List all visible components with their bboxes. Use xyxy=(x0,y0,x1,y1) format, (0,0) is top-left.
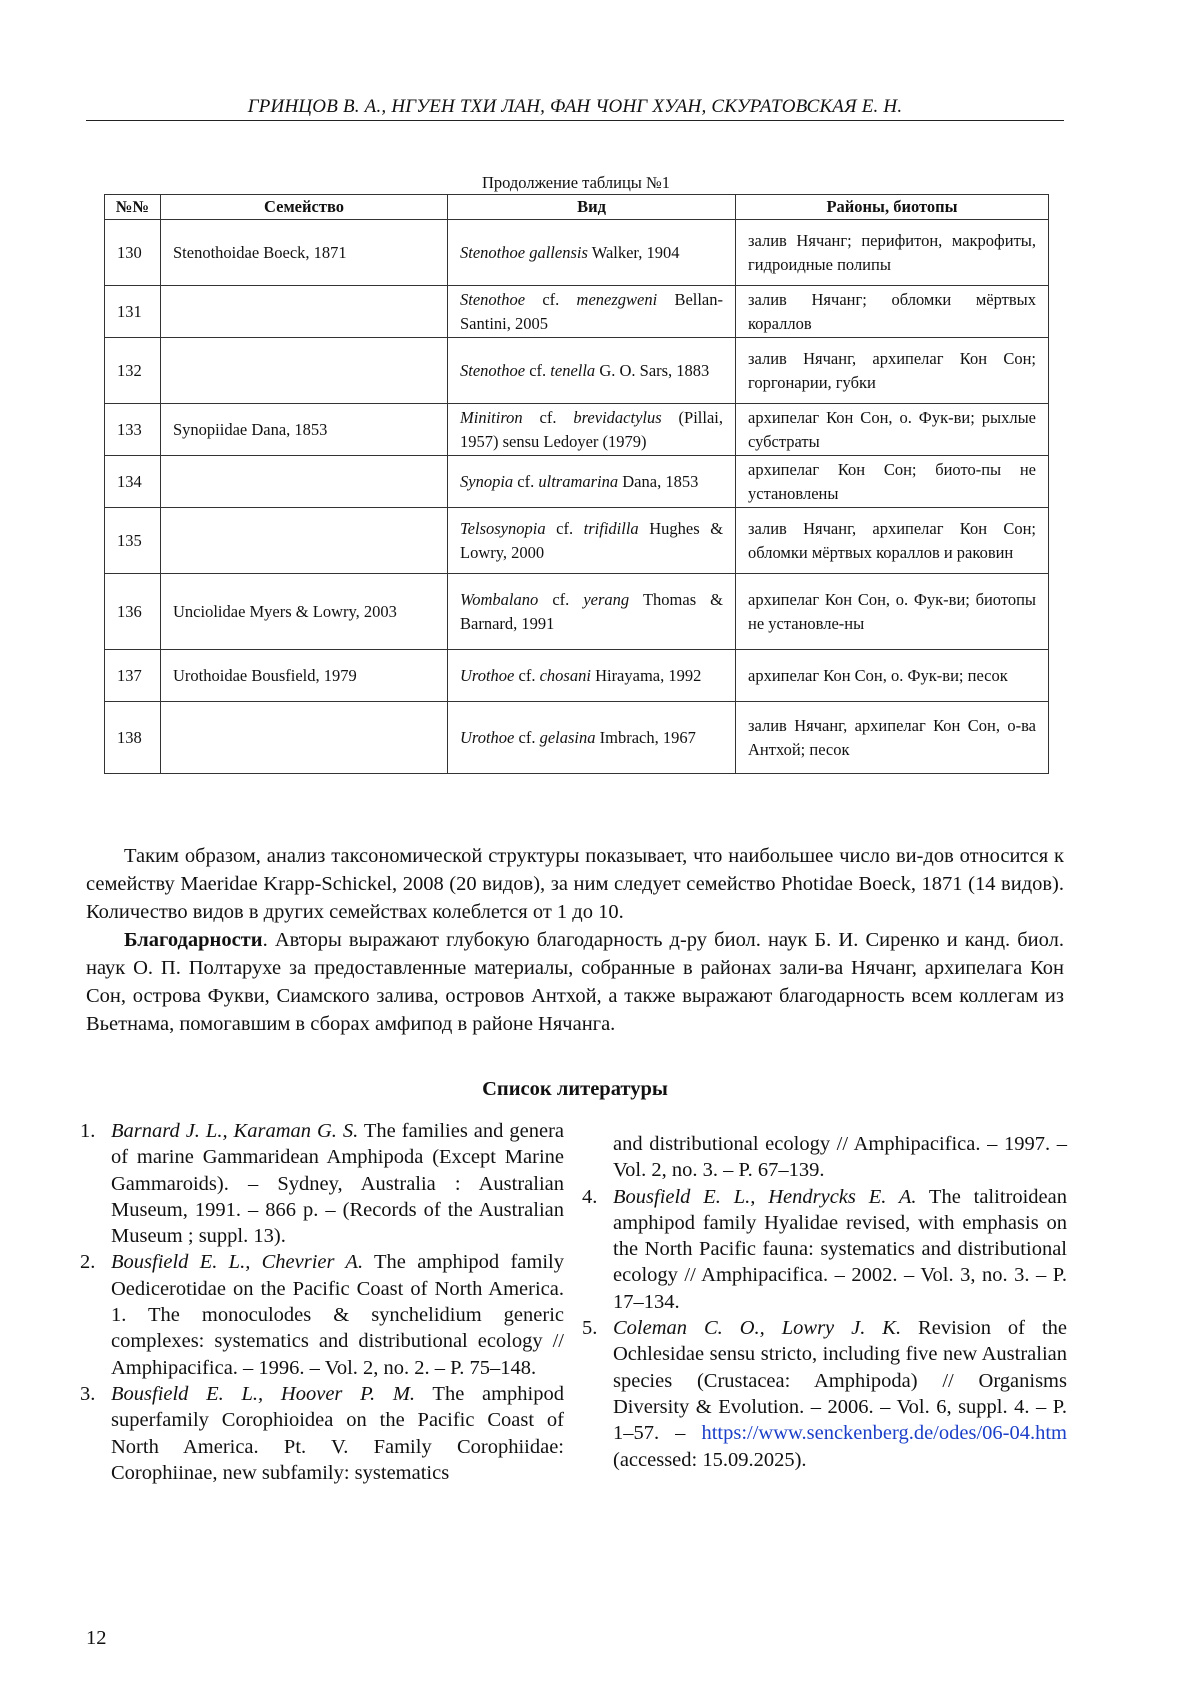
table-row xyxy=(105,508,1049,574)
species-cf: cf. xyxy=(518,665,536,685)
row-family xyxy=(161,508,448,574)
row-species xyxy=(448,404,736,456)
reference-number: 5. xyxy=(582,1317,598,1340)
table-header-row xyxy=(105,195,1049,220)
species-author: Dana, 1853 xyxy=(622,471,699,491)
row-species xyxy=(448,508,736,574)
reference-text: The amphipod superfamily Corophioidea on the Pacific Coast of North America. Pt. V. Family Corophiidae: Corophiinae, new subfamily: systematics xyxy=(111,1382,565,1484)
species-epithet: ultramarina xyxy=(538,471,619,491)
row-number: 134 xyxy=(105,456,161,508)
reference-item xyxy=(80,1118,564,1249)
species-epithet: chosani xyxy=(539,665,591,685)
row-family: Urothoidae Bousfield, 1979 xyxy=(161,650,448,702)
row-family: Stenothoidae Boeck, 1871 xyxy=(161,220,448,286)
table-row xyxy=(105,650,1049,702)
row-family xyxy=(161,338,448,404)
row-family xyxy=(161,702,448,774)
row-species xyxy=(448,702,736,774)
reference-item xyxy=(80,1249,564,1380)
reference-number: 4. xyxy=(582,1185,598,1208)
reference-continuation: and distributional ecology // Amphipacifica. – 1997. – Vol. 2, no. 3. – P. 67–139. xyxy=(613,1133,1067,1182)
reference-number: 2. xyxy=(80,1251,96,1274)
reference-item xyxy=(80,1381,564,1486)
species-genus: Wombalano xyxy=(460,589,539,609)
acknowledgements-paragraph xyxy=(86,926,1064,1038)
species-epithet: brevidactylus xyxy=(573,407,662,427)
table-row xyxy=(105,220,1049,286)
reference-authors: Barnard J. L., Karaman G. S. xyxy=(111,1120,359,1142)
species-genus: Urothoe xyxy=(460,665,515,685)
table-row xyxy=(105,456,1049,508)
reference-item xyxy=(582,1315,1067,1473)
species-genus: Urothoe xyxy=(460,727,515,747)
species-genus: Stenothoe xyxy=(460,360,526,380)
references-right-column xyxy=(582,1131,1067,1473)
row-habitat: залив Нячанг, архипелаг Кон Сон; обломки мёртвых кораллов и раковин xyxy=(736,508,1049,574)
reference-text: The families and genera of marine Gammaridean Amphipoda (Except Marine Gammaroids). – Sydney, Australia : Australian Museum, 1991. – 866 p. – (Records of the Australian Museum ; suppl. 13). xyxy=(111,1120,564,1248)
row-habitat: залив Нячанг, архипелаг Кон Сон; горгонарии, губки xyxy=(736,338,1049,404)
species-cf: cf. xyxy=(556,518,574,538)
table-row xyxy=(105,702,1049,774)
table-row xyxy=(105,574,1049,650)
col-header-family: Семейство xyxy=(161,195,448,220)
running-header: ГРИНЦОВ В. А., НГУЕН ТХИ ЛАН, ФАН ЧОНГ ХУАН, СКУРАТОВСКАЯ Е. Н. xyxy=(247,96,903,117)
row-family: Unciolidae Myers & Lowry, 2003 xyxy=(161,574,448,650)
species-cf: cf. xyxy=(517,471,535,491)
row-species xyxy=(448,650,736,702)
row-number: 138 xyxy=(105,702,161,774)
row-number: 130 xyxy=(105,220,161,286)
col-header-habitat: Районы, биотопы xyxy=(736,195,1049,220)
row-species xyxy=(448,456,736,508)
table-row xyxy=(105,404,1049,456)
species-author: Hirayama, 1992 xyxy=(595,665,702,685)
reference-authors: Bousfield E. L., Hendrycks E. A. xyxy=(613,1185,917,1208)
species-author: (Pillai, 1957) sensu Ledoyer (1979) xyxy=(460,407,724,451)
reference-authors: Bousfield E. L., Chevrier A. xyxy=(111,1251,364,1274)
species-epithet: menezgweni xyxy=(576,289,658,309)
species-genus: Telsosynopia xyxy=(460,518,546,538)
species-epithet: gelasina xyxy=(539,727,596,747)
row-habitat: залив Нячанг; перифитон, макрофиты, гидроидные полипы xyxy=(736,220,1049,286)
reference-text: Revision of the Ochlesidae sensu stricto, including five new Australian species (Crustacea: Amphipoda) // Organisms Diversity & Evolution. – 2006. – Vol. 6, suppl. 4. – P. 1–57. – xyxy=(613,1317,1067,1445)
reference-text: The amphipod family Oedicerotidae on the Pacific Coast of North America. 1. The monoculodes & synchelidium generic complexes: systematics and distributional ecology // Amphipacifica. – 1996. – Vol. 2, no. 2. – P. 75–148. xyxy=(111,1251,564,1379)
header-rule xyxy=(86,120,1064,121)
row-species xyxy=(448,574,736,650)
row-family xyxy=(161,286,448,338)
row-habitat: залив Нячанг; обломки мёртвых кораллов xyxy=(736,286,1049,338)
row-habitat: архипелаг Кон Сон; биото-пы не установлены xyxy=(736,456,1049,508)
species-cf: cf. xyxy=(518,727,536,747)
table-caption: Продолжение таблицы №1 xyxy=(481,173,671,192)
row-habitat: архипелаг Кон Сон, о. Фук-ви; биотопы не установле-ны xyxy=(736,574,1049,650)
row-number: 136 xyxy=(105,574,161,650)
row-number: 135 xyxy=(105,508,161,574)
references-left-column xyxy=(80,1118,564,1486)
species-author: Imbrach, 1967 xyxy=(599,727,696,747)
row-species xyxy=(448,286,736,338)
species-epithet: tenella xyxy=(550,360,596,380)
table-body xyxy=(105,220,1049,774)
species-cf: cf. xyxy=(529,360,547,380)
row-habitat: архипелаг Кон Сон, о. Фук-ви; песок xyxy=(736,650,1049,702)
reference-number: 3. xyxy=(80,1382,96,1405)
species-table xyxy=(104,194,1049,774)
col-header-num: №№ xyxy=(105,195,161,220)
species-genus: Minitiron xyxy=(460,407,523,427)
species-author: Thomas & Barnard, 1991 xyxy=(460,589,724,633)
acknowledgements-label: Благодарности xyxy=(124,929,263,951)
species-epithet: trifidilla xyxy=(583,518,639,538)
reference-accessed: (accessed: 15.09.2025). xyxy=(613,1448,807,1471)
row-number: 131 xyxy=(105,286,161,338)
row-habitat: архипелаг Кон Сон, о. Фук-ви; рыхлые субстраты xyxy=(736,404,1049,456)
reference-text: The talitroidean amphipod family Hyalidae revised, with emphasis on the North Pacific fauna: systematics and distributional ecology // Amphipacifica. – 2002. – Vol. 3, no. 3. – P. 17–134. xyxy=(613,1185,1067,1313)
reference-item xyxy=(582,1184,1067,1315)
page-number: 12 xyxy=(86,1627,107,1649)
row-species xyxy=(448,220,736,286)
species-genus: Stenothoe xyxy=(460,289,526,309)
conclusion-paragraph: Таким образом, анализ таксономической структуры показывает, что наибольшее число ви-дов относится к семейству Maeridae Krapp-Schickel, 2008 (20 видов), за ним следует семейство Photidae Boeck, 1871 (14 видов). Количество видов в других семействах колеблется от 1 до 10. xyxy=(86,845,1064,923)
row-species xyxy=(448,338,736,404)
row-family xyxy=(161,456,448,508)
references-title: Список литературы xyxy=(482,1078,668,1100)
row-number: 137 xyxy=(105,650,161,702)
reference-authors: Bousfield E. L., Hoover P. M. xyxy=(111,1382,416,1405)
acknowledgements-text: . Авторы выражают глубокую благодарность д-ру биол. наук Б. И. Сиренко и канд. биол. наук О. П. Полтарухе за предоставленные материалы, собранные в районах зали-ва Нячанг, архипелага Кон Сон, острова Фукви, Сиамского залива, островов Антхой, а также выражают благодарность всем коллегам из Вьетнама, помогавшим в сборах амфипод в районе Нячанга. xyxy=(86,929,1064,1035)
reference-link[interactable]: https://www.senckenberg.de/odes/06-04.htm xyxy=(701,1422,1067,1445)
species-author: Bellan-Santini, 2005 xyxy=(460,289,724,333)
species-epithet: gallensis xyxy=(529,242,588,262)
row-number: 132 xyxy=(105,338,161,404)
row-family: Synopiidae Dana, 1853 xyxy=(161,404,448,456)
species-author: G. O. Sars, 1883 xyxy=(599,360,710,380)
reference-number: 1. xyxy=(80,1120,96,1142)
col-header-species: Вид xyxy=(448,195,736,220)
row-habitat: залив Нячанг, архипелаг Кон Сон, о-ва Антхой; песок xyxy=(736,702,1049,774)
species-author: Walker, 1904 xyxy=(591,242,680,262)
species-cf: cf. xyxy=(539,407,557,427)
row-number: 133 xyxy=(105,404,161,456)
species-epithet: yerang xyxy=(583,589,630,609)
reference-authors: Coleman C. O., Lowry J. K. xyxy=(613,1317,902,1340)
species-genus: Stenothoe xyxy=(460,242,526,262)
table-row xyxy=(105,286,1049,338)
species-genus: Synopia xyxy=(460,471,514,491)
species-author: Hughes & Lowry, 2000 xyxy=(460,518,724,562)
species-cf: cf. xyxy=(552,589,570,609)
table-row xyxy=(105,338,1049,404)
species-cf: cf. xyxy=(542,289,560,309)
